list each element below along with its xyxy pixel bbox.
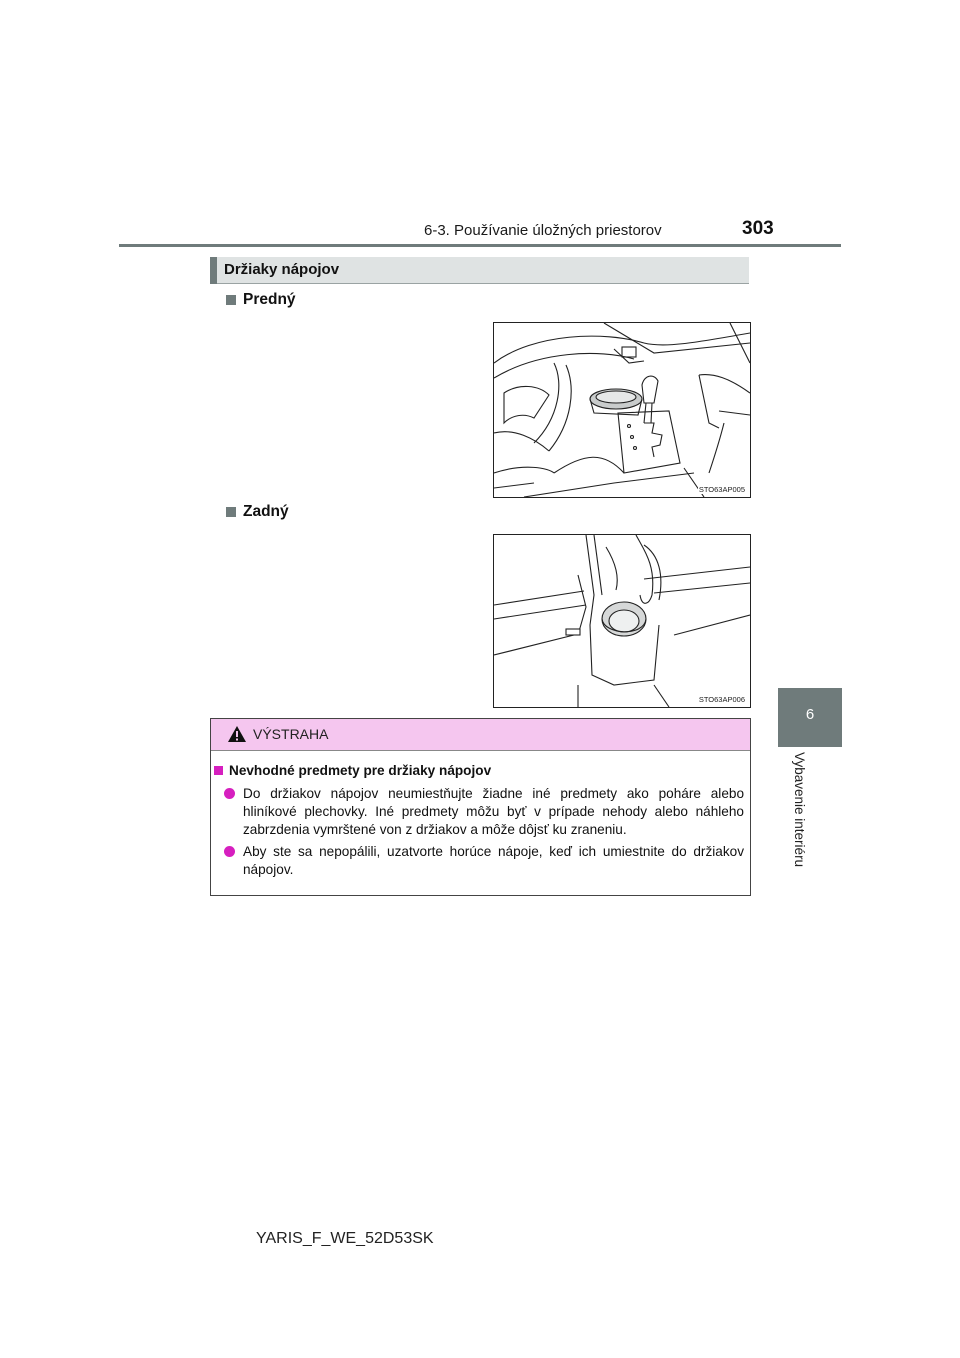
warning-subheading xyxy=(214,763,491,778)
warning-bullet xyxy=(224,785,744,839)
section-heading: Držiaky nápojov xyxy=(224,261,340,278)
section-heading-accent xyxy=(210,257,217,284)
square-bullet-icon xyxy=(226,295,236,305)
subheading-rear-label: Zadný xyxy=(243,503,289,520)
header-rule xyxy=(119,244,841,247)
subheading-front xyxy=(226,291,296,309)
warning-bullet xyxy=(224,843,744,879)
chapter-title: 6-3. Používanie úložných priestorov xyxy=(424,222,662,239)
chapter-side-label-wrap xyxy=(778,752,818,892)
subheading-front-label: Predný xyxy=(243,291,296,308)
warning-header xyxy=(211,719,750,751)
figure-code-rear: STO63AP006 xyxy=(698,695,745,704)
round-bullet-icon xyxy=(224,788,235,799)
warning-bullet-text: Do držiakov nápojov neumiestňujte žiadne iné predmety ako poháre alebo hliníkové plechovky. Iné predmety môžu byť v prípade nehody alebo náhleho zabrzdenia vymrštené von z držiakov a môže dôjsť ku zraneniu. xyxy=(243,786,744,837)
warning-subheading-label: Nevhodné predmety pre držiaky nápojov xyxy=(229,763,492,778)
figure-code-front: STO63AP005 xyxy=(698,485,745,494)
subheading-rear xyxy=(226,503,289,521)
warning-box xyxy=(210,718,751,896)
warning-title: VÝSTRAHA xyxy=(253,726,329,742)
chapter-side-label: Vybavenie interiéru xyxy=(792,752,807,868)
square-bullet-icon xyxy=(226,507,236,517)
document-code: YARIS_F_WE_52D53SK xyxy=(256,1230,434,1247)
rear-cup-holder-illustration xyxy=(493,534,751,708)
warning-bullet-text: Aby ste sa nepopálili, uzatvorte horúce nápoje, keď ich umiestnite do držiakov nápojov. xyxy=(243,844,744,877)
round-bullet-icon xyxy=(224,846,235,857)
warning-triangle-icon xyxy=(227,725,247,743)
page-number: 303 xyxy=(742,218,774,239)
square-bullet-icon xyxy=(214,766,223,775)
chapter-side-number: 6 xyxy=(805,706,815,723)
front-cup-holder-illustration xyxy=(493,322,751,498)
